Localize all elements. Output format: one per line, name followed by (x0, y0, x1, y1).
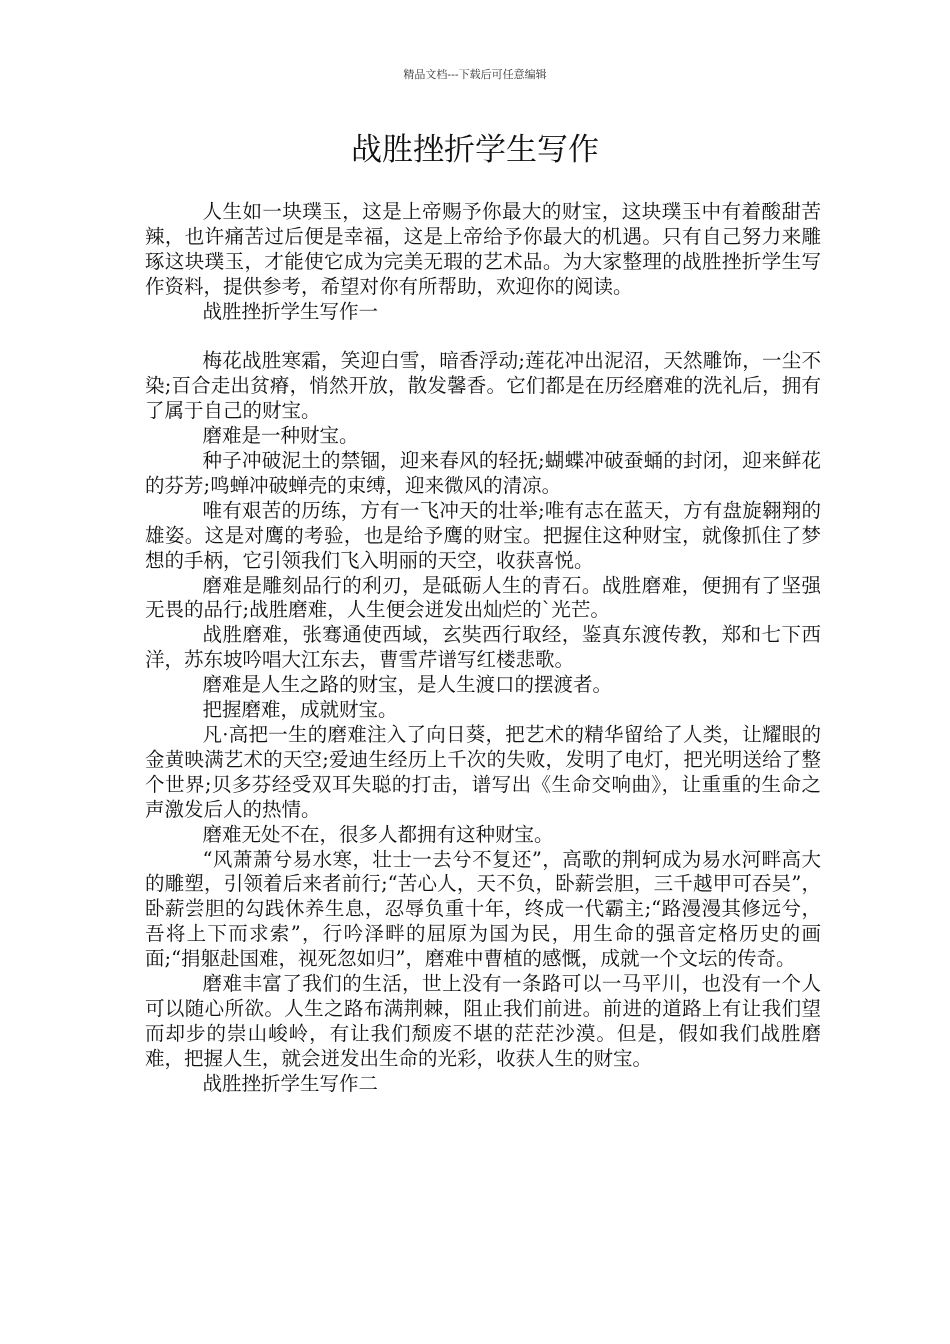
paragraph: “风萧萧兮易水寒，壮士一去兮不复还”，高歌的荆轲成为易水河畔高大的雕塑，引领着后来者前行;“苦心人，天不负，卧薪尝胆，三千越甲可吞吴”，卧薪尝胆的勾践休养生息，忍辱负重十年，终成一代霸主;“路漫漫其修远兮，吾将上下而求索”，行吟泽畔的屈原为国为民，用生命的强音定格历史的画面;“捐躯赴国难，视死忽如归”，磨难中曹植的感慨，成就一个文坛的传奇。 (145, 847, 821, 971)
paragraph: 凡·高把一生的磨难注入了向日葵，把艺术的精华留给了人类，让耀眼的金黄映满艺术的天空;爱迪生经历上千次的失败，发明了电灯，把光明送给了整个世界;贝多芬经受双耳失聪的打击，谱写出《生命交响曲》，让重重的生命之声激发后人的热情。 (145, 723, 821, 821)
document-body (145, 200, 821, 1097)
paragraph: 磨难是一种财宝。 (202, 424, 359, 448)
paragraph: 磨难是雕刻品行的利刃，是砥砺人生的青石。战胜磨难，便拥有了坚强无畏的品行;战胜磨难，人生便会迸发出灿烂的`光芒。 (145, 573, 821, 622)
section-heading-one: 战胜挫折学生写作一 (202, 299, 379, 323)
paragraph: 种子冲破泥土的禁锢，迎来春风的轻抚;蝴蝶冲破蚕蛹的封闭，迎来鲜花的芬芳;鸣蝉冲破蝉壳的束缚，迎来微风的清凉。 (145, 449, 821, 497)
blank-line (145, 325, 821, 350)
paragraph: 磨难丰富了我们的生活，世上没有一条路可以一马平川，也没有一个人可以随心所欲。人生之路布满荆棘，阻止我们前进。前进的道路上有让我们望而却步的崇山峻岭，有让我们颓废不堪的茫茫沙漠。但是，假如我们战胜磨难，把握人生，就会迸发出生命的光彩，收获人生的财宝。 (145, 972, 821, 1070)
page-header: 精品文档---下载后可任意编辑 (403, 68, 547, 81)
paragraph: 唯有艰苦的历练，方有一飞冲天的壮举;唯有志在蓝天，方有盘旋翱翔的雄姿。这是对鹰的考验，也是给予鹰的财宝。把握住这种财宝，就像抓住了梦想的手柄，它引领我们飞入明丽的天空，收获喜悦。 (145, 498, 821, 572)
paragraph: 把握磨难，成就财宝。 (202, 698, 398, 722)
document-title: 战胜挫折学生写作 (351, 132, 599, 168)
paragraph: 战胜磨难，张骞通使西域，玄奘西行取经，鉴真东渡传教，郑和七下西洋，苏东坡吟唱大江东去，曹雪芹谱写红楼悲歌。 (145, 623, 821, 672)
paragraph: 磨难是人生之路的财宝，是人生渡口的摆渡者。 (202, 673, 613, 697)
section-heading-two: 战胜挫折学生写作二 (202, 1071, 379, 1095)
paragraph: 磨难无处不在，很多人都拥有这种财宝。 (202, 822, 554, 846)
paragraph-intro: 人生如一块璞玉，这是上帝赐予你最大的财宝，这块璞玉中有着酸甜苦辣，也许痛苦过后便是幸福，这是上帝给予你最大的机遇。只有自己努力来雕琢这块璞玉，才能使它成为完美无瑕的艺术品。为大家整理的战胜挫折学生写作资料，提供参考，希望对你有所帮助，欢迎你的阅读。 (145, 200, 821, 298)
paragraph: 梅花战胜寒霜，笑迎白雪，暗香浮动;莲花冲出泥沼，天然雕饰，一尘不染;百合走出贫瘠，悄然开放，散发馨香。它们都是在历经磨难的洗礼后，拥有了属于自己的财宝。 (145, 349, 821, 423)
